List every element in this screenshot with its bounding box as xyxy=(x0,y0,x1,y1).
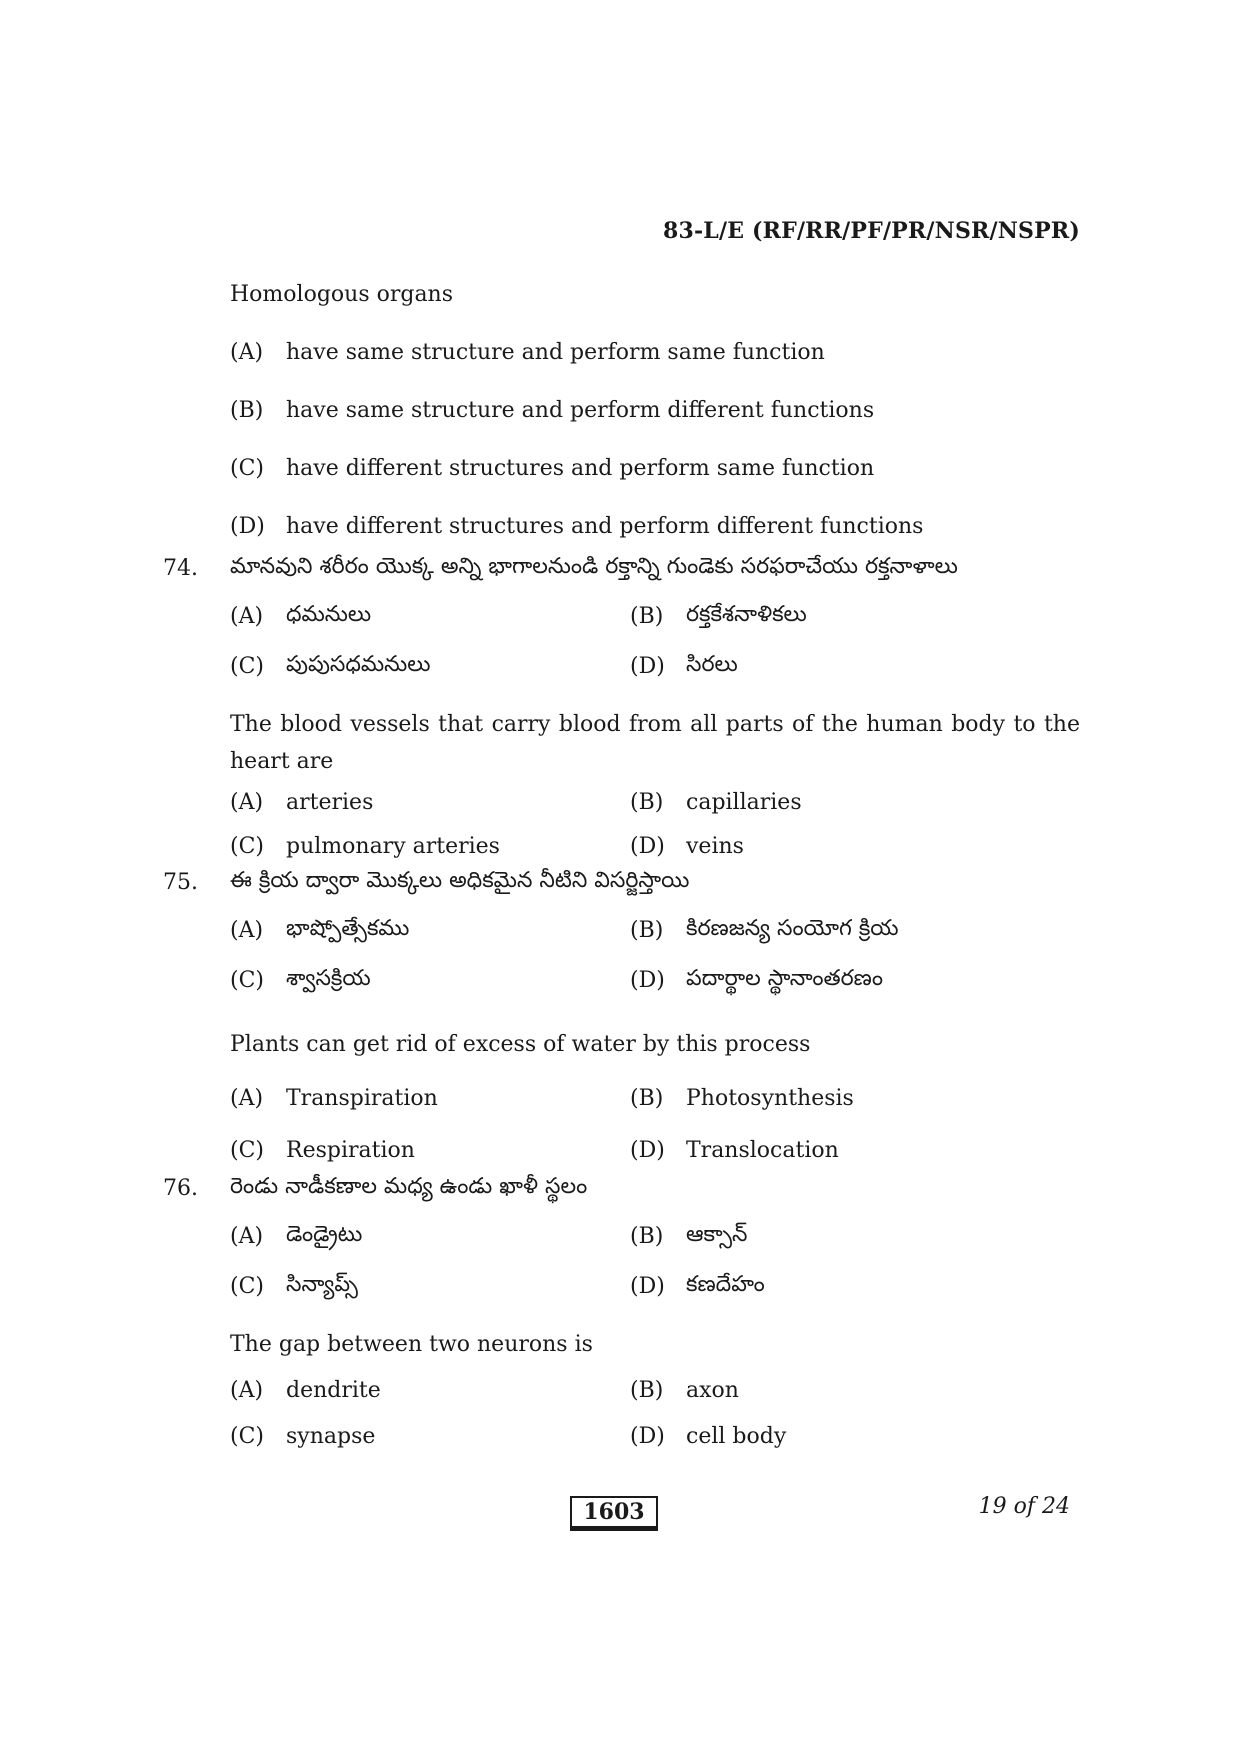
q76-en-option-d-text: cell body xyxy=(686,1424,787,1449)
q74-te-option-b-text: రక్తకేశనాళికలు xyxy=(686,602,807,627)
q76-te-option-c-label: (C) xyxy=(230,1274,264,1299)
q76-en-option-a-text: dendrite xyxy=(286,1378,381,1403)
q74-te-option-c-text: పుపుసధమనులు xyxy=(286,652,431,677)
q74-en-option-b-label: (B) xyxy=(630,790,664,815)
q75-en-option-d-label: (D) xyxy=(630,1138,665,1163)
q74-te-option-a-label: (A) xyxy=(230,604,264,629)
q74-te-option-a-text: ధమనులు xyxy=(286,602,372,627)
q75-en-option-b-text: Photosynthesis xyxy=(686,1086,854,1111)
q76-en-option-c-text: synapse xyxy=(286,1424,376,1449)
q74-stem-te: మానవుని శరీరం యొక్క అన్ని భాగాలనుండి రక్తాన్ని గుండెకు సరఫరాచేయు రక్తనాళాలు xyxy=(230,554,958,579)
q73-stem-en: Homologous organs xyxy=(230,282,454,307)
paper-code-header: 83-L/E (RF/RR/PF/PR/NSR/NSPR) xyxy=(662,218,1080,244)
q76-te-option-a-text: డెండ్రైటు xyxy=(286,1222,363,1247)
booklet-code-box: 1603 xyxy=(570,1496,658,1528)
q73-option-d-label: (D) xyxy=(230,514,265,539)
q74-stem-en: The blood vessels that carry blood from all parts of the human body to the heart are xyxy=(230,712,1080,774)
q76-te-option-b-text: ఆక్సాన్ xyxy=(686,1222,748,1247)
q75-en-option-d-text: Translocation xyxy=(686,1138,839,1163)
q73-option-b-text: have same structure and perform different functions xyxy=(286,398,875,423)
q75-te-option-c-label: (C) xyxy=(230,968,264,993)
q74-number: 74. xyxy=(163,556,198,581)
q76-en-option-c-label: (C) xyxy=(230,1424,264,1449)
q75-en-option-c-text: Respiration xyxy=(286,1138,415,1163)
q75-te-option-b-label: (B) xyxy=(630,918,664,943)
q74-te-option-b-label: (B) xyxy=(630,604,664,629)
q75-stem-te: ఈ క్రియ ద్వారా మొక్కలు అధికమైన నీటిని విసర్జిస్తాయి xyxy=(230,868,690,893)
q76-en-option-b-text: axon xyxy=(686,1378,739,1403)
q75-te-option-a-text: భాష్పోత్సేకము xyxy=(286,916,410,941)
q76-stem-en: The gap between two neurons is xyxy=(230,1332,593,1357)
q75-en-option-b-label: (B) xyxy=(630,1086,664,1111)
q76-te-option-d-text: కణదేహం xyxy=(686,1272,765,1297)
q76-number: 76. xyxy=(163,1176,198,1201)
q76-en-option-d-label: (D) xyxy=(630,1424,665,1449)
q73-option-b-label: (B) xyxy=(230,398,264,423)
q75-en-option-c-label: (C) xyxy=(230,1138,264,1163)
q74-te-option-d-text: సిరలు xyxy=(686,652,738,677)
q73-option-d-text: have different structures and perform different functions xyxy=(286,514,924,539)
q74-en-option-d-label: (D) xyxy=(630,834,665,859)
q76-en-option-a-label: (A) xyxy=(230,1378,264,1403)
q74-en-option-c-text: pulmonary arteries xyxy=(286,834,500,859)
q74-en-option-b-text: capillaries xyxy=(686,790,802,815)
q75-en-option-a-label: (A) xyxy=(230,1086,264,1111)
q74-en-option-a-label: (A) xyxy=(230,790,264,815)
q75-en-option-a-text: Transpiration xyxy=(286,1086,438,1111)
q74-en-option-a-text: arteries xyxy=(286,790,374,815)
q76-en-option-b-label: (B) xyxy=(630,1378,664,1403)
q76-te-option-d-label: (D) xyxy=(630,1274,665,1299)
q75-stem-en: Plants can get rid of excess of water by this process xyxy=(230,1032,811,1057)
q75-te-option-d-label: (D) xyxy=(630,968,665,993)
q73-option-a-text: have same structure and perform same function xyxy=(286,340,825,365)
q75-te-option-c-text: శ్వాసక్రియ xyxy=(286,966,371,991)
q74-te-option-c-label: (C) xyxy=(230,654,264,679)
page-number: 19 of 24 xyxy=(978,1494,1070,1519)
q75-te-option-d-text: పదార్థాల స్థానాంతరణం xyxy=(686,966,883,991)
q73-option-a-label: (A) xyxy=(230,340,264,365)
q74-te-option-d-label: (D) xyxy=(630,654,665,679)
q75-te-option-b-text: కిరణజన్య సంయోగ క్రియ xyxy=(686,916,899,941)
q74-en-option-d-text: veins xyxy=(686,834,744,859)
q76-stem-te: రెండు నాడీకణాల మధ్య ఉండు ఖాళీ స్థలం xyxy=(230,1174,588,1199)
q76-te-option-b-label: (B) xyxy=(630,1224,664,1249)
q76-te-option-c-text: సిన్యాప్స్ xyxy=(286,1272,358,1297)
q74-en-option-c-label: (C) xyxy=(230,834,264,859)
q73-option-c-text: have different structures and perform same function xyxy=(286,456,875,481)
q73-option-c-label: (C) xyxy=(230,456,264,481)
q76-te-option-a-label: (A) xyxy=(230,1224,264,1249)
q75-te-option-a-label: (A) xyxy=(230,918,264,943)
q75-number: 75. xyxy=(163,870,198,895)
